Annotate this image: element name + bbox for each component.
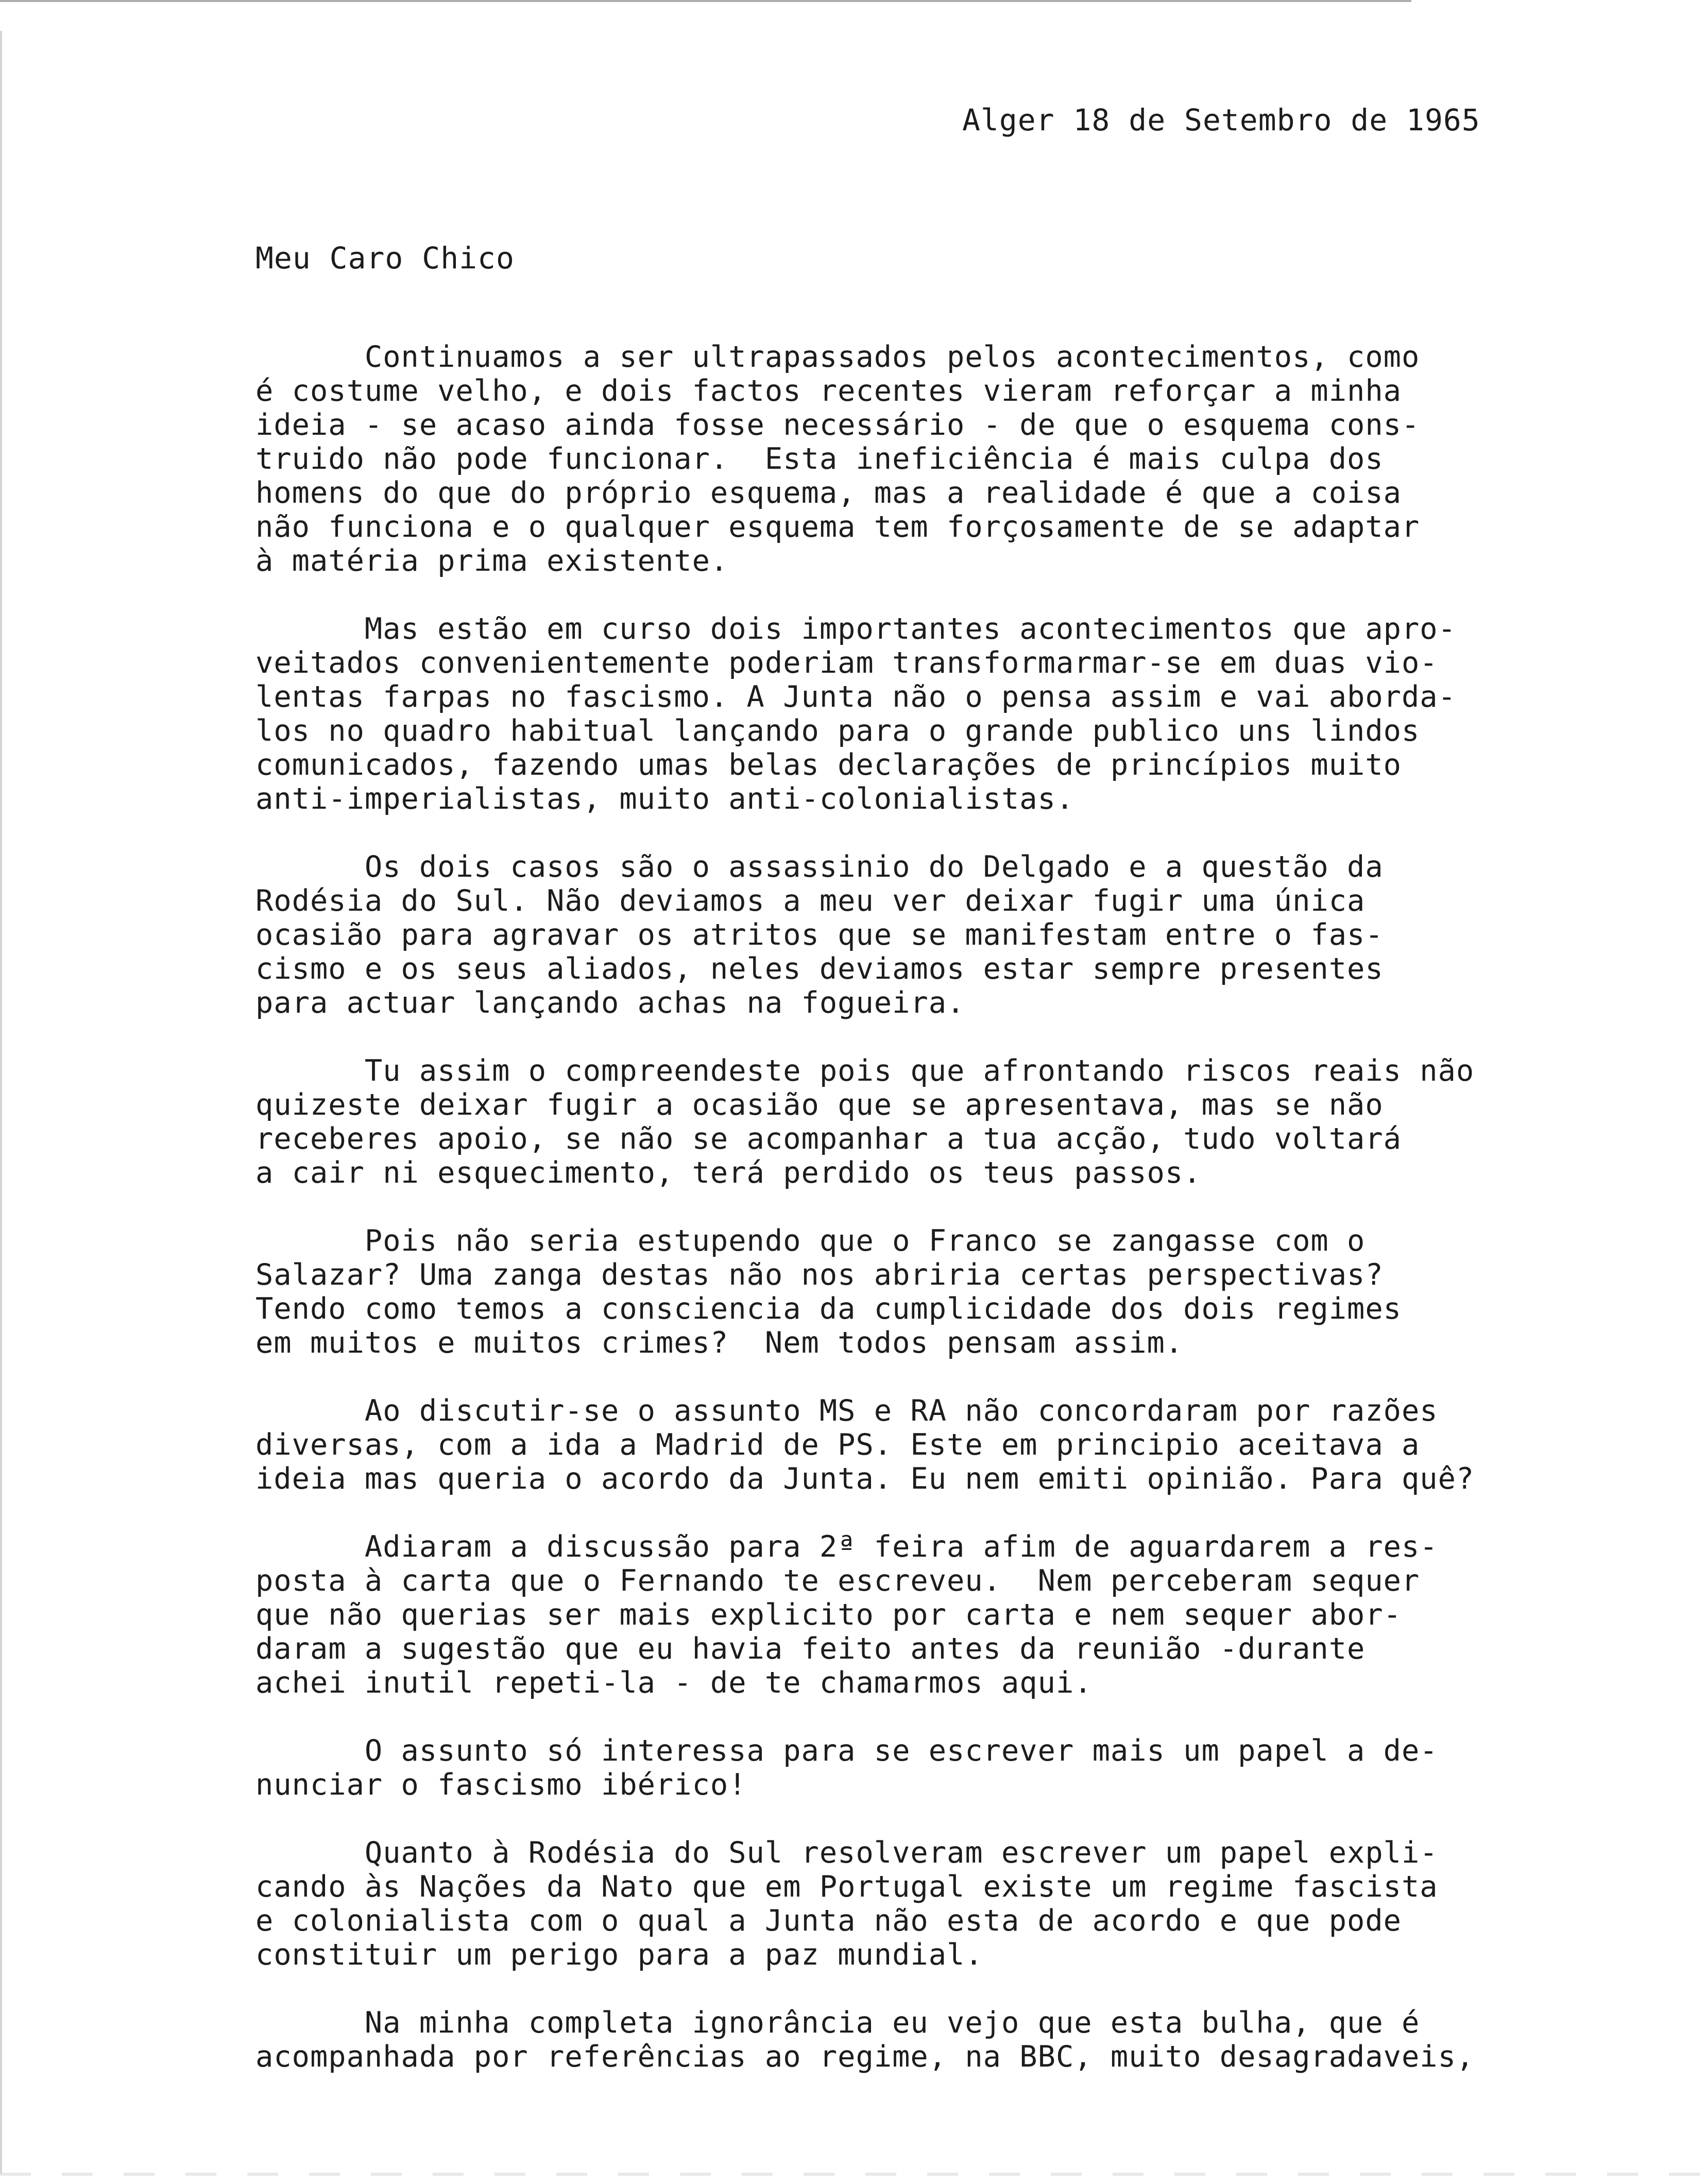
text-line: veitados convenientemente poderiam transformarmar-se em duas vio- xyxy=(255,646,1438,680)
text-line: Na minha completa ignorância eu vejo que esta bulha, que é xyxy=(255,2006,1420,2040)
text-line: Ao discutir-se o assunto MS e RA não concordaram por razões xyxy=(255,1394,1438,1428)
text-line: acompanhada por referências ao regime, na BBC, muito desagradaveis, xyxy=(255,2040,1475,2074)
text-line: ideia mas queria o acordo da Junta. Eu nem emiti opinião. Para quê? xyxy=(255,1462,1475,1496)
text-line: Mas estão em curso dois importantes acontecimentos que apro- xyxy=(255,612,1456,646)
paragraph-1 xyxy=(255,340,1646,578)
paragraph-8 xyxy=(255,1734,1646,1802)
bottom-edge-smudge xyxy=(0,2173,1706,2176)
top-edge-line xyxy=(0,0,1411,2)
text-line: achei inutil repeti-la - de te chamarmos aqui. xyxy=(255,1666,1093,1700)
dateline: Alger 18 de Setembro de 1965 xyxy=(962,103,1480,138)
text-line: ideia - se acaso ainda fosse necessário - de que o esquema cons- xyxy=(255,408,1420,442)
text-line: Salazar? Uma zanga destas não nos abriria certas perspectivas? xyxy=(255,1258,1384,1292)
paragraph-7 xyxy=(255,1530,1646,1700)
text-line: diversas, com a ida a Madrid de PS. Este em principio aceitava a xyxy=(255,1428,1420,1462)
text-line: daram a sugestão que eu havia feito antes da reunião -durante xyxy=(255,1632,1366,1666)
text-line: é costume velho, e dois factos recentes vieram reforçar a minha xyxy=(255,374,1402,408)
text-line: truido não pode funcionar. Esta ineficiência é mais culpa dos xyxy=(255,442,1384,476)
text-line: para actuar lançando achas na fogueira. xyxy=(255,986,965,1020)
paragraph-2 xyxy=(255,612,1646,816)
salutation: Meu Caro Chico xyxy=(255,241,515,276)
paragraph-9 xyxy=(255,1836,1646,1972)
text-line: receberes apoio, se não se acompanhar a tua acção, tudo voltará xyxy=(255,1122,1402,1156)
text-line: Continuamos a ser ultrapassados pelos acontecimentos, como xyxy=(255,340,1420,374)
text-line: cismo e os seus aliados, neles deviamos estar sempre presentes xyxy=(255,952,1384,986)
paragraph-10 xyxy=(255,2006,1646,2074)
left-edge-line xyxy=(0,31,2,2174)
text-line: ocasião para agravar os atritos que se manifestam entre o fas- xyxy=(255,918,1384,952)
text-line: que não querias ser mais explicito por carta e nem sequer abor- xyxy=(255,1598,1402,1632)
text-line: e colonialista com o qual a Junta não esta de acordo e que pode xyxy=(255,1904,1402,1938)
text-line: anti-imperialistas, muito anti-colonialistas. xyxy=(255,782,1074,816)
text-line: comunicados, fazendo umas belas declarações de princípios muito xyxy=(255,748,1402,782)
text-line: posta à carta que o Fernando te escreveu. Nem perceberam sequer xyxy=(255,1564,1420,1598)
text-line: los no quadro habitual lançando para o grande publico uns lindos xyxy=(255,714,1420,748)
text-line: lentas farpas no fascismo. A Junta não o pensa assim e vai aborda- xyxy=(255,680,1456,714)
text-line: Adiaram a discussão para 2ª feira afim de aguardarem a res- xyxy=(255,1530,1438,1564)
text-line: em muitos e muitos crimes? Nem todos pensam assim. xyxy=(255,1326,1184,1360)
paragraph-4 xyxy=(255,1054,1646,1190)
text-line: a cair ni esquecimento, terá perdido os teus passos. xyxy=(255,1156,1202,1190)
text-line: homens do que do próprio esquema, mas a realidade é que a coisa xyxy=(255,476,1402,510)
text-line: constituir um perigo para a paz mundial. xyxy=(255,1938,983,1972)
paragraph-6 xyxy=(255,1394,1646,1496)
text-line: Os dois casos são o assassinio do Delgado e a questão da xyxy=(255,850,1384,884)
text-line: cando às Nações da Nato que em Portugal existe um regime fascista xyxy=(255,1870,1438,1904)
text-line: não funciona e o qualquer esquema tem forçosamente de se adaptar xyxy=(255,510,1420,544)
paragraph-3 xyxy=(255,850,1646,1020)
text-line: quizeste deixar fugir a ocasião que se apresentava, mas se não xyxy=(255,1088,1384,1122)
text-line: nunciar o fascismo ibérico! xyxy=(255,1768,747,1802)
paragraph-5 xyxy=(255,1224,1646,1360)
text-line: O assunto só interessa para se escrever mais um papel a de- xyxy=(255,1734,1438,1768)
text-line: Tendo como temos a consciencia da cumplicidade dos dois regimes xyxy=(255,1292,1402,1326)
text-line: Pois não seria estupendo que o Franco se zangasse com o xyxy=(255,1224,1366,1258)
text-line: à matéria prima existente. xyxy=(255,544,729,578)
text-line: Quanto à Rodésia do Sul resolveram escrever um papel expli- xyxy=(255,1836,1438,1870)
text-line: Tu assim o compreendeste pois que afrontando riscos reais não xyxy=(255,1054,1475,1088)
text-line: Rodésia do Sul. Não deviamos a meu ver deixar fugir uma única xyxy=(255,884,1366,918)
letter-body xyxy=(255,340,1646,2108)
